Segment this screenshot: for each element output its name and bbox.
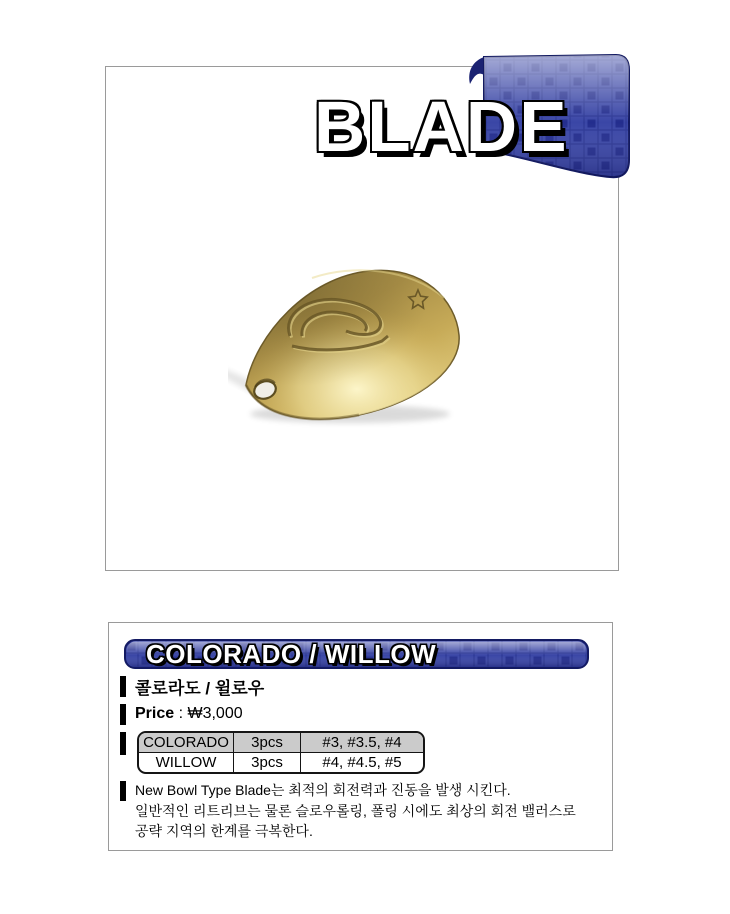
section-marker <box>120 704 126 725</box>
spec-name-cell: WILLOW <box>155 754 217 771</box>
blade-top-shading <box>246 270 459 419</box>
product-header-bar <box>124 639 589 669</box>
section-marker <box>120 676 126 697</box>
spec-row-colorado <box>139 733 423 752</box>
ribbon-fold <box>469 57 484 84</box>
product-info-panel <box>108 622 613 851</box>
product-price-row <box>120 702 243 726</box>
price-label: Price <box>135 705 175 722</box>
spec-qty-cell: 3pcs <box>233 733 300 752</box>
spec-sizes-cell: #4, #4.5, #5 <box>300 753 423 772</box>
description-line: 일반적인 리트리브는 물론 슬로우롤링, 폴링 시에도 최상의 회전 밸러스로 <box>135 802 576 819</box>
product-description <box>120 780 576 842</box>
product-price <box>135 705 243 723</box>
product-subtitle: 콜로라도 / 윌로우 <box>135 678 265 698</box>
page-title: BLADE <box>314 88 569 167</box>
section-marker <box>120 781 126 801</box>
price-value: ₩3,000 <box>187 705 243 722</box>
section-marker <box>120 732 126 755</box>
spec-qty-cell: 3pcs <box>233 753 300 772</box>
spec-name-cell: COLORADO <box>143 734 229 751</box>
description-line: 공략 지역의 한계를 극복한다. <box>135 823 313 839</box>
description-line: New Bowl Type Blade는 최적의 회전력과 진동을 발생 시킨다. <box>135 782 511 798</box>
blade-photo <box>228 256 478 428</box>
product-header-title: COLORADO / WILLOW <box>146 639 437 669</box>
spec-sizes-cell: #3, #3.5, #4 <box>300 733 423 752</box>
spec-table <box>137 731 425 774</box>
spec-row-willow <box>139 752 423 772</box>
product-subtitle-row <box>120 674 264 698</box>
description-lines <box>135 780 576 842</box>
price-separator: : <box>174 705 188 722</box>
